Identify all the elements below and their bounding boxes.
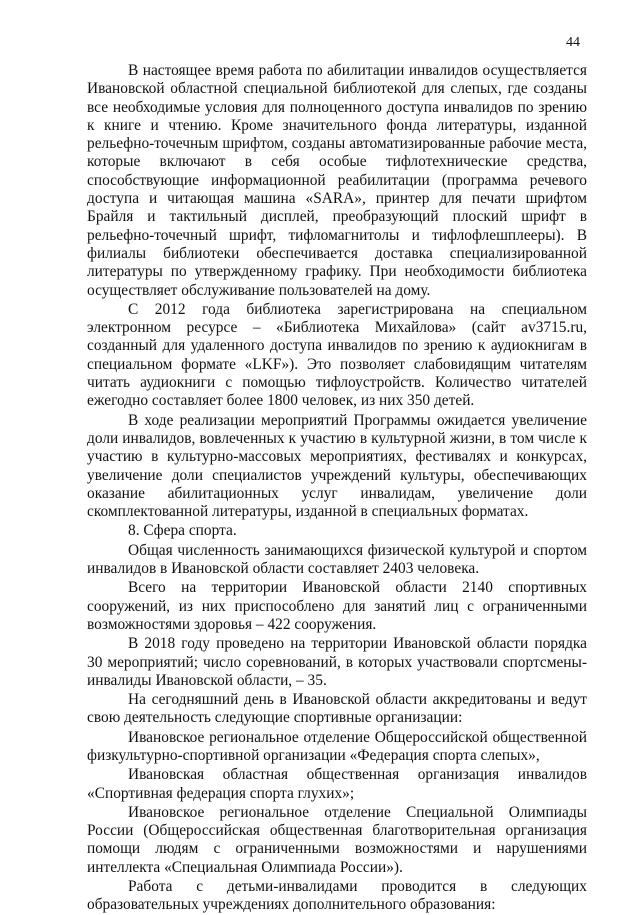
paragraph-children-education: Работа с детьми-инвалидами проводится в следующих образовательных учреждениях дополнительного образования: <box>87 878 587 914</box>
paragraph-library-abilitation: В настоящее время работа по абилитации инвалидов осуществляется Ивановской областной специальной библиотекой для слепых, где созданы все необходимые условия для полноценного доступа инвалидов по зрению к книге и чтению. Кроме значительного фонда литературы, изданной рельефно-точечным шрифтом, созданы автоматизированные рабочие места, которые включают в себя особые тифлотехнические средства, способствующие информационной реабилитации (программа речевого доступа и читающая машина «SARA», принтер для печати шрифтом Брайля и тактильный дисплей, преобразующий плоский шрифт в рельефно-точечный шрифт, тифломагнитолы и тифлофлешплееры). В филиалы библиотеки обеспечивается доставка специализированной литературы по утвержденному графику. При необходимости библиотека осуществляет обслуживание пользователей на дому. <box>87 62 587 299</box>
paragraph-events-2018: В 2018 году проведено на территории Ивановской области порядка 30 мероприятий; число соревнований, в которых участвовали спортсмены-инвалиды Ивановской области, – 35. <box>87 635 587 689</box>
paragraph-electronic-resource: С 2012 года библиотека зарегистрирована на специальном электронном ресурсе – «Библиотека Михайлова» (сайт av3715.ru, созданный для удаленного доступа инвалидов по зрению к аудиокнигам в специальном формате «LKF»). Это позволяет слабовидящим читателям читать аудиокниги с помощью тифлоустройств. Количество читателей ежегодно составляет более 1800 человек, из них 350 детей. <box>87 300 587 410</box>
body-text <box>87 62 587 915</box>
page-number: 44 <box>566 35 580 50</box>
paragraph-org-blind-federation: Ивановское региональное отделение Общероссийской общественной физкультурно-спортивной организации «Федерация спорта слепых», <box>87 728 587 764</box>
paragraph-org-deaf-federation: Ивановская областная общественная организация инвалидов «Спортивная федерация спорта глухих»; <box>87 766 587 802</box>
paragraph-org-special-olympics: Ивановское региональное отделение Специальной Олимпиады России (Общероссийская общественная благотворительная организация помощи людям с ограниченными возможностями и нарушениями интеллекта «Специальная Олимпиада России»). <box>87 803 587 876</box>
paragraph-program-expectations: В ходе реализации мероприятий Программы ожидается увеличение доли инвалидов, вовлеченных к участию в культурной жизни, в том числе к участию в культурно-массовых мероприятиях, фестивалях и конкурсах, увеличение доли специалистов учреждений культуры, обеспечивающих оказание абилитационных услуг инвалидам, увеличение доли скомплектованной литературы, изданной в специальных форматах. <box>87 411 587 521</box>
paragraph-accredited-organizations: На сегодняшний день в Ивановской области аккредитованы и ведут свою деятельность следующие спортивные организации: <box>87 691 587 727</box>
section-heading-sport: 8. Сфера спорта. <box>128 522 237 540</box>
paragraph-total-participants: Общая численность занимающихся физической культурой и спортом инвалидов в Ивановской области составляет 2403 человека. <box>87 541 587 578</box>
paragraph-sports-facilities: Всего на территории Ивановской области 2140 спортивных сооружений, из них приспособлено для занятий лиц с ограниченными возможностями здоровья – 422 сооружения. <box>87 579 587 633</box>
